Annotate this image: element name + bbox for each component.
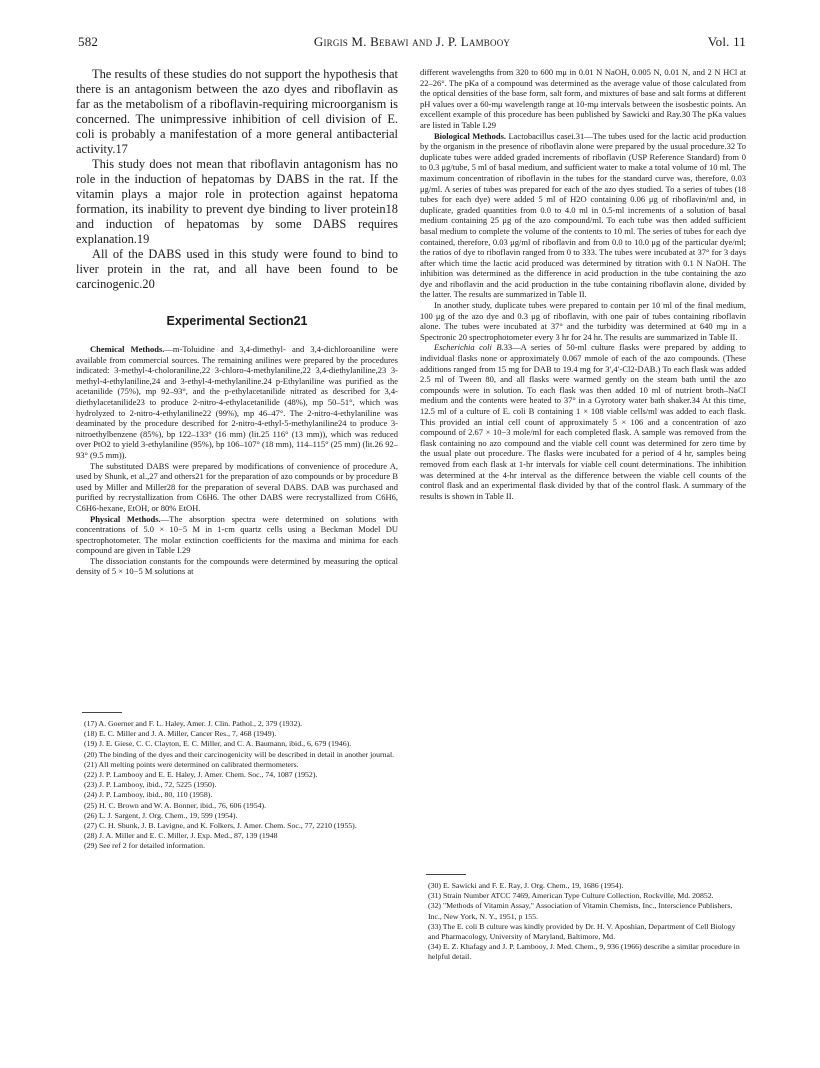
- footnote: (31) Strain Number ATCC 7469, American Type Culture Collection, Rockville, Md. 20852.: [428, 891, 714, 901]
- biological-methods-paragraph: [420, 131, 746, 301]
- dissociation-paragraph: The dissociation constants for the compounds were determined by measuring the optical density of 5 × 10−5 M solutions at: [76, 555, 398, 577]
- physical-methods-paragraph: [76, 514, 398, 556]
- left-footnotes: [76, 708, 398, 852]
- pka-paragraph: different wavelengths from 320 to 600 mμ in 0.01 N NaOH, 0.005 N, 0.01 N, and 2 N HCl at 22–26°. The pKa of a compound was determined as the average value of those calculated from the optical densities of the base form, salt form, and mixtures of base and salt forms at different pH values over a 60-mμ wavelength range at 10-mμ intervals between the isosbestic points. An excellent example of this procedure has been published by Sawicki and Ray.30 The pKa values are listed in Table I.29: [420, 67, 746, 130]
- footnote: (23) J. P. Lambooy, ibid., 72, 5225 (1950).: [84, 780, 217, 790]
- footnote: (21) All melting points were determined on calibrated thermometers.: [84, 759, 299, 769]
- footnote: (20) The binding of the dyes and their carcinogenicity will be described in detail in another journal.: [84, 749, 395, 759]
- footnote: (22) J. P. Lambooy and E. E. Haley, J. Amer. Chem. Soc., 74, 1087 (1952).: [84, 770, 318, 780]
- footnote: (18) E. C. Miller and J. A. Miller, Cancer Res., 7, 468 (1949).: [84, 729, 277, 739]
- volume-label: Vol. 11: [707, 34, 746, 49]
- section-title: Experimental Section21: [166, 314, 308, 328]
- intro-paragraph: This study does not mean that riboflavin antagonism has no role in the induction of hepatomas by DABS in the rat. If the vitamin plays a major role in protection against hepatoma formation, its inability to prevent dye binding to liver protein18 and induction of hepatomas by some DABS requires explanation.19: [76, 157, 398, 246]
- footnote-rule: [426, 874, 466, 875]
- dabs-paragraph: The substituted DABS were prepared by modifications of convenience of procedure A, used by Shunk, et al.,27 and others21 for the preparation of azo compounds or by procedure B used by Miller and Miller28 for the preparation of several DABS. DAB was purchased and purified by recrystallization from C6H6. The other DABS were recrystallized from C6H6, C6H6-hexane, EtOH, or 80% EtOH.: [76, 460, 398, 513]
- chemical-methods-heading: Chemical Methods.: [90, 344, 165, 354]
- left-column: [76, 67, 398, 577]
- ecoli-paragraph: [420, 342, 746, 501]
- biological-methods-text: Lactobacillus casei.31—The tubes used for the lactic acid production by the organism in the presence of riboflavin alone were prepared by the usual procedure.32 To duplicate tubes were added graded increments of riboflavin (USP Reference Standard) from 0 to 0.3 μg/tube, 5 ml of basal medium, and sufficient water to make a total volume of 10 ml. The maximum concentration of riboflavin in the tubes for the standard curve was, therefore, 0.03 μg/ml. A series of tubes was prepared for each of the azo dyes studied. To a series of tubes (18 tubes for each dye) were added 5 ml of H2O containing 0.06 μg of riboflavin/ml and, in duplicate, graded quantities from 0.0 to 4.0 ml in 0.5-ml increments of a solution of basal medium containing 25 μg of the azo compound/ml. To each tube was then added sufficient basal medium to complete the volume of the contents to 10 ml. The series of tubes for each dye contained, therefore, 0.03 μg/ml of riboflavin and from 0.0 to 10.0 μg of the particular dye/ml; the ratios of dye to riboflavin ranged from 0 to 333. The tubes were incubated at 37° for 3 days after which time the lactic acid produced was determined by titration with 0.1 N NaOH. The inhibition was determined as the difference in acid production in the tube containing the azo dye and riboflavin and the acid production in the tube containing riboflavin alone, divided by the latter. The results are summarized in Table II.: [420, 130, 746, 300]
- footnote: (27) C. H. Shunk, J. B. Lavigne, and K. Folkers, J. Amer. Chem. Soc., 77, 2210 (1955).: [84, 821, 357, 831]
- footnote: (29) See ref 2 for detailed information.: [84, 841, 206, 851]
- turbidity-paragraph: In another study, duplicate tubes were prepared to contain per 10 ml of the final medium, 100 μg of the azo dye and 0.3 μg of riboflavin, with one pair of tubes containing riboflavin alone. The tubes were incubated at 37° and the turbidity was determined at 640 mμ in a Spectronic 20 spectrophotometer every 3 hr for 24 hr. The results are summarized in Table II.: [420, 300, 746, 342]
- footnote: (26) L. J. Sargent, J. Org. Chem., 19, 599 (1954).: [84, 810, 238, 820]
- running-authors: Girgis M. Bebawi and J. P. Lambooy: [313, 34, 511, 49]
- footnote: (30) E. Sawicki and F. E. Ray, J. Org. Chem., 19, 1686 (1954).: [428, 881, 624, 890]
- chemical-methods-text: —m-Toluidine and 3,4-dimethyl- and 3,4-dichloroaniline were available from commercial sources. The remaining anilines were prepared by the procedures indicated: 3-methyl-4-choloraniline,22 3-chloro-4-methylaniline,22 3,4-diethylaniline,23 3-methyl-4-ethylaniline,24 and 3-ethyl-4-methylaniline.24 p-Ethylaniline was purified as the acetanilide (75%), mp 92–93°, and the p-ethylacetanilide nitrated as described for 3,4-diethylacetanilide23 to produce 2-nitro-4-ethylacetanilide (48%), mp 50–51°, which was hydrolyzed to 2-nitro-4-ethylaniline22 (99%), mp 46–47°. The 2-nitro-4-ethylaniline was deaminated by the procedure described for 2-nitro-4-ethyl-5-methylaniline24 to produce 3-nitroethylbenzene (85%), bp 122–133° (16 mm) (lit.25 116° (13 mm)), which was reduced over PtO2 to yield 3-ethylaniline (95%), bp 106–107° (18 mm), 114–115° (25 mm) (lit.26 92–93° (9.5 mm)).: [76, 344, 398, 460]
- intro-section: [76, 67, 398, 292]
- ecoli-text: 33—A series of 50-ml culture flasks were prepared by adding to individual flasks none or approximately 0.067 mmole of each of the azo compounds. (These additions ranged from 15 mg for DAB to 19.4 mg for 3′,4′-Cl2-DAB.) To each flask was added 2.5 ml of Tween 80, and all flasks were warmed gently on the steam bath until the azo compounds were in solution. To each flask was then added 10 ml of nutrient broth–NaCl medium and the contents were heated to 37° in a Gyrotory water bath shaker.34 At this time, 12.5 ml of a culture of E. coli B containing 1 × 108 viable cells/ml was added to each flask. This provided an intial cell count of approximately 5 × 106 and a concentration of azo compound of 2.67 × 10−3 mole/ml for each completed flask. A sample was removed from the flask containing no azo compound and the viable cell count was determined for zero time by the usual plate out procedure. The flasks were incubated for a period of 4 hr, samples being removed from each flask at 1-hr intervals for viable cell count determinations. The inhibition was determined at the 4-hr interval as the difference between the viable cell counts of the control flask and an experimental flask divided by that of the control flask. A summary of the results is shown in Table II.: [420, 342, 746, 501]
- footnote: (32) "Methods of Vitamin Assay," Association of Vitamin Chemists, Inc., Interscience Publishers, Inc., New York, N. Y., 1951, p 155.: [428, 901, 733, 921]
- footnote: (28) J. A. Miller and E. C. Miller, J. Exp. Med., 87, 139 (1948: [84, 831, 278, 841]
- footnote: (24) J. P. Lambooy, ibid., 80, 110 (1958).: [84, 790, 213, 800]
- right-column: [420, 67, 746, 501]
- running-header: [78, 34, 746, 52]
- intro-paragraph: The results of these studies do not support the hypothesis that there is an antagonism between the azo dyes and riboflavin as far as the metabolism of a riboflavin-requiring microorganism is concerned. The unimpressive inhibition of cell division of E. coli is probably a manifestation of a more general antibacterial activity.17: [76, 67, 398, 156]
- footnote: (25) H. C. Brown and W. A. Bonner, ibid., 76, 606 (1954).: [84, 800, 267, 810]
- right-footnotes: [420, 870, 746, 963]
- ecoli-heading: Escherichia coli B.: [434, 342, 504, 353]
- chemical-methods-paragraph: [76, 344, 398, 461]
- intro-paragraph: All of the DABS used in this study were found to bind to liver protein in the rat, and all have been found to be carcinogenic.20: [76, 247, 398, 291]
- physical-methods-text: —The absorption spectra were determined on solutions with concentrations of 5.0 × 10−5 M in 1-cm quartz cells using a Beckman Model DU spectrophotometer. The molar extinction coefficients for the maxima and minima for each compound are given in Table I.29: [76, 513, 398, 556]
- footnote: (17) A. Goerner and F. L. Haley, Amer. J. Clin. Pathol., 2, 379 (1932).: [84, 719, 303, 728]
- page-number: 582: [78, 34, 99, 49]
- footnote: (34) E. Z. Khafagy and J. P. Lambooy, J. Med. Chem., 9, 936 (1966) describe a similar procedure in helpful detail.: [428, 942, 740, 962]
- experimental-section: [76, 344, 398, 577]
- biological-methods-heading: Biological Methods.: [434, 130, 507, 141]
- footnote: (33) The E. coli B culture was kindly provided by Dr. H. V. Aposhian, Department of Cell Biology and Pharmacology, University of Maryland, Baltimore, Md.: [428, 921, 736, 942]
- footnote-rule: [82, 712, 122, 713]
- physical-methods-heading: Physical Methods.: [90, 513, 161, 524]
- footnote: (19) J. E. Giese, C. C. Clayton, E. C. Miller, and C. A. Baumann, ibid., 6, 679 (1946).: [84, 739, 352, 749]
